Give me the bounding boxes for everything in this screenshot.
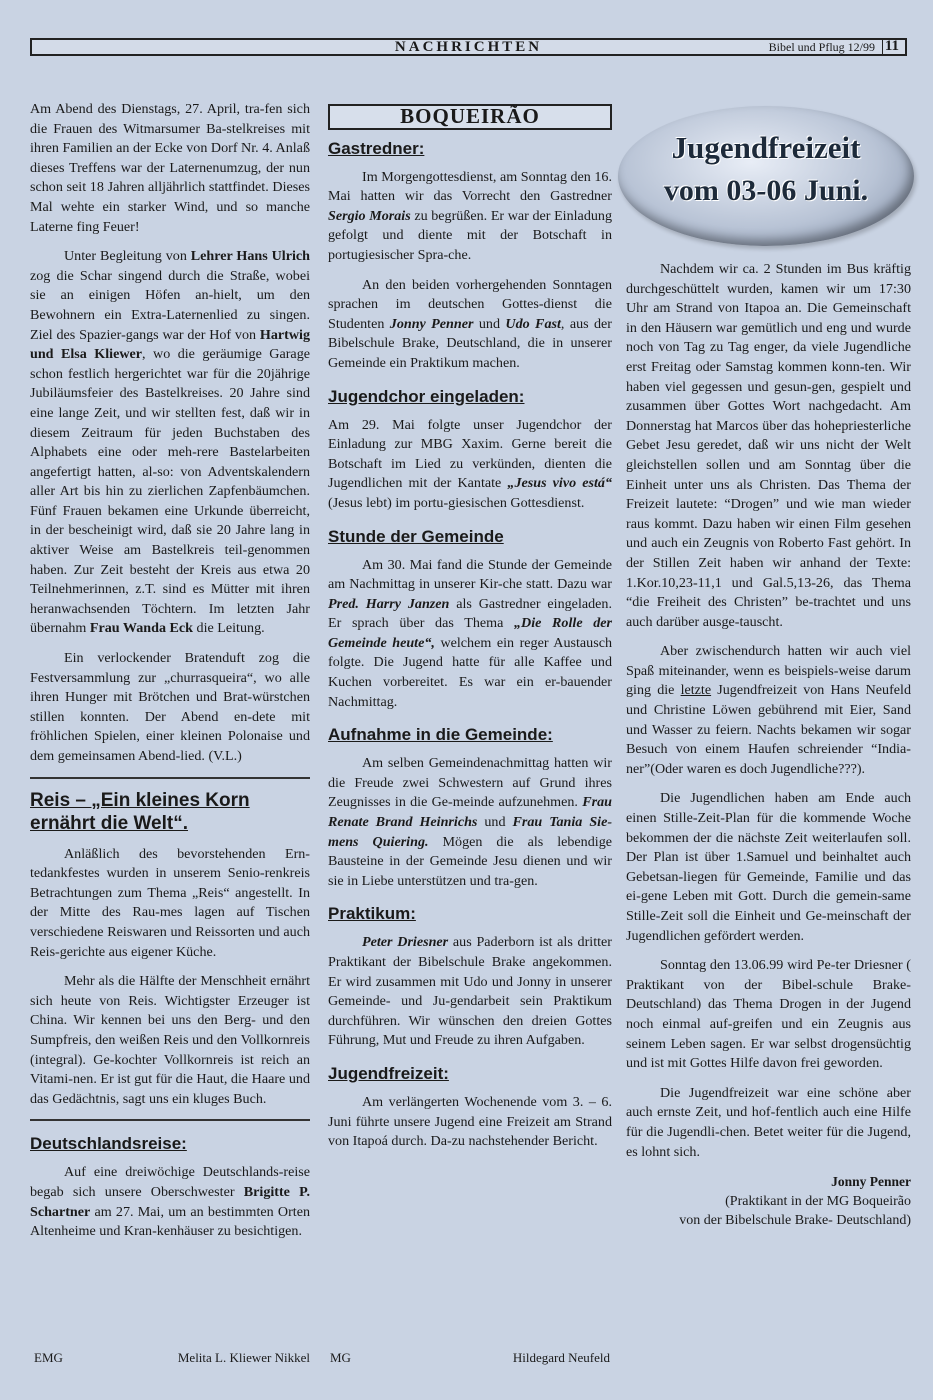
article-paragraph: An den beiden vorhergehenden Sonntagen sprachen im deutschen Gottes-dienst die Studenten Jonny Penner und Udo Fast, aus der Bibelschule Brake, Deutschland, die in unserer Gemeinde ein Praktikum machen. — [328, 276, 612, 371]
heading-aufnahme: Aufnahme in die Gemeinde: — [328, 725, 553, 745]
article-paragraph: Im Morgengottesdienst, am Sonntag den 16. Mai hatten wir das Vorrecht den Gastredner Sergio Morais zu begrüßen. Er war der Einladung gefolgt und diente mit der Botschaft in portugiesischer Spra-che. — [328, 168, 613, 263]
article-paragraph: Am verlängerten Wochenende vom 3. – 6. Juni führte unsere Jugend eine Freizeit am Strand von Itapoá durch. Da-zu nachstehender Bericht. — [328, 1093, 612, 1150]
article-paragraph: Am 30. Mai fand die Stunde der Gemeinde am Nachmittag in unserer Kir-che statt. Dazu war Pred. Harry Janzen als Gastredner eingeladen. Er sprach über das Thema „Die Rolle der Gemeinde heute“, welchem ein reger Austausch folgte. Die Jugend hatte für alle Kaffee und Kuchen vorbereitet. Es war ein er-bauender Nachmittag. — [328, 556, 612, 710]
article-paragraph: Am Abend des Dienstags, 27. April, tra-fen sich die Frauen des Witmarsumer Ba-stelkreises mit ihren Familien an der Ecke von Dorf Nr. 4. Anlaß dieses Treffens war der Laternenumzug, der nun schon seit 18 Jahren alljährlich stattfindet. Dieses Mal wehte ein starker Wind, und so manche Laterne fing Feuer! — [30, 101, 310, 235]
article-paragraph: Aber zwischendurch hatten wir auch viel Spaß miteinander, wenn es beispiels-weise darum ging die letzte Jugendfreizeit von Hans Neufeld und Christine Löwen gebührend mit Eier, Sand und Wasser zu feiern. Nachts bekamen wir sogar Besuch von einem Haufen schreiender “India-ner”(Oder waren es doch Jugendliche???). — [626, 643, 912, 777]
article-paragraph: Auf eine dreiwöchige Deutschlands-reise begab sich unsere Oberschwester Brigitte P. Schartner am 27. Mai, um an bestimmten Orten Altenheime und Kran-kenhäuser zu besichtigen. — [30, 1164, 310, 1240]
footer-author: Melita L. Kliewer Nikkel — [177, 1350, 310, 1365]
page-header — [30, 38, 907, 56]
section-divider — [30, 1119, 310, 1121]
heading-gastredner: Gastredner: — [328, 138, 425, 158]
heading-reis: Reis – „Ein kleines Korn ernährt die Welt“. — [30, 789, 250, 834]
header-divider — [882, 40, 883, 54]
article-paragraph: Anläßlich des bevorstehenden Ern-tedankfestes wurden in unserem Senio-renkreis Betrachtungen zum Thema „Reis“ angestellt. In der Mitte des Rau-mes lagen auf Tischen verschiedene Reiswaren und Reissorten und auch Reis-gerichte aus eigener Küche. — [30, 845, 310, 960]
heading-stunde-der-gemeinde: Stunde der Gemeinde — [328, 526, 504, 546]
boqueirao-title: BOQUEIRÃO — [328, 104, 612, 130]
article-paragraph: Am 29. Mai folgte unser Jugendchor der Einladung zur MBG Xaxim. Gerne bereit die Botschaft im Lied zu verkünden, dienten die Jugendlichen mit der Kantate „Jesus vivo está“ (Jesus lebt) im portu-giesischen Gottesdienst. — [328, 416, 612, 511]
footer-author: Hildegard Neufeld — [512, 1350, 610, 1365]
column-3 — [626, 260, 911, 1230]
footer-org: EMG — [34, 1350, 63, 1365]
heading-deutschlandsreise: Deutschlandsreise: — [30, 1134, 187, 1154]
footer-org: MG — [330, 1350, 351, 1365]
banner-line-2: vom 03-06 Juni. — [663, 174, 869, 207]
heading-jugendfreizeit: Jugendfreizeit: — [328, 1063, 449, 1083]
banner-line-1: Jugendfreizeit — [671, 130, 861, 165]
article-paragraph: Peter Driesner aus Paderborn ist als dritter Praktikant der Bibelschule Brake angekommen. Er wird zusammen mit Udo und Jonny in unserer Gemeinde- und Ju-gendarbeit sein Praktikum durchführen. Wir wünschen den dreien Gottes Führung, Mut und Freude zu ihren Aufgaben. — [328, 934, 612, 1049]
heading-praktikum: Praktikum: — [328, 904, 416, 924]
heading-jugendchor: Jugendchor eingeladen: — [328, 386, 525, 406]
publication-info: Bibel und Pflug 12/99 — [768, 40, 875, 54]
author-affiliation-line-2: von der Bibelschule Brake- Deutschland) — [679, 1212, 911, 1228]
page-number: 11 — [884, 38, 899, 54]
section-divider — [30, 777, 310, 779]
article-paragraph: Sonntag den 13.06.99 wird Pe-ter Driesner ( Praktikant von der Bibel-schule Brake-Deutschland) das Thema Drogen in der Jugend noch einmal auf-greifen und ein Zeugnis aus seinem Leben sagen. Er war selbst drogensüchtig und ist mit Gottes Hilfe davon frei geworden. — [626, 957, 911, 1072]
article-paragraph: Nachdem wir ca. 2 Stunden im Bus kräftig durchgeschüttelt wurden, kamen wir um 17:30 Uhr am Strand von Itapoa an. Die Gemeinschaft in den Häusern war gemütlich und eng und wurde noch von Tag zu Tag enger, da viele Jugendliche erst Freitag oder Samstag kommen konn-ten. Wir haben viel gegessen und gesun-gen, gespielt und zusammen über Gottes Wort nachgedacht. Am Donnerstag hat Marcos über das hohepriesterliche Gebet Jesu geredet, daß wir uns nicht der Welt gleichstellen sollen und am Sonntag über die Einheit unter uns als Christen. Das Thema der Freizeit lautete: “Drogen” und wie man wieder raus kommt. Dazu haben wir einen Film gesehen und auch ein Zeugnis von Roberto Fast gehört. In der Stillen Zeit haben wir anhand der Texte: 1.Kor.10,23-11,1 und Gal.5,13-26, das Thema “die Freiheit des Christen” be-trachtet und uns auch darüber ausge-tauscht. — [626, 261, 911, 630]
column-2 — [328, 104, 612, 1152]
column-1 — [30, 100, 310, 1242]
author-affiliation-line-1: (Praktikant in der MG Boqueirão — [725, 1193, 911, 1209]
article-paragraph: Mehr als die Hälfte der Menschheit ernährt sich heute von Reis. Wichtigster Erzeuger ist China. Wir kennen bei uns den Berg- und den Sumpfreis, den weißen Reis und den Vollkornreis (integral). Ge-kochter Vollkornreis ist reich an Vitami-nen. Er ist gut für die Haut, die Haare und das Gedächtnis, sagt uns ein kluges Buch. — [30, 973, 310, 1107]
article-paragraph: Am selben Gemeindenachmittag hatten wir die Freude zwei Schwestern auf Grund ihres Zeugnisses in die Ge-meinde aufzunehmen. Frau Renate Brand Heinrichs und Frau Tania Sie-mens Quiering. Mögen die als lebendige Bausteine in der Gemeinde Jesu dienen und wir sie in Liebe unterstützen und tra-gen. — [328, 755, 613, 889]
author-name: Jonny Penner — [831, 1174, 911, 1190]
section-title: NACHRICHTEN — [394, 39, 543, 55]
article-paragraph: Ein verlockender Bratenduft zog die Festversammlung zur „churrasqueira“, wo alle ihren Hunger mit Brötchen und Brat-würstchen stillen konnten. Der Abend en-dete mit fröhlichen Spielen, einer kleinen Polonaise und dem gemeinsamen Abend-lied. (V.L.) — [30, 650, 310, 764]
article-paragraph: Die Jugendfreizeit war eine schöne aber auch ernste Zeit, und hof-fentlich auch eine Hilfe für die Jugendli-chen. Betet weiter für die Jugend, es lohnt sich. — [626, 1084, 911, 1160]
article-paragraph: Unter Begleitung von Lehrer Hans Ulrich zog die Schar singend durch die Straße, wobei sie an einigen Höfen an-hielt, um den Bewohnern ein Extra-Laternenlied zu singen. Ziel des Spazier-gangs war der Hof von Hartwig und Elsa Kliewer, wo die geräumige Garage schon festlich hergerichtet war für die 20jährige Jubiläumsfeier des Bastelkreises. 20 Jahre sind eine lange Zeit, und wir stellten fest, daß wir in diesem Zeitraum für jeden Buchstaben des Alphabets eine oder meh-rere Bastelarbeiten angefertigt hatten, al-so: von Adventskalendern aller Art bis hin zu zierlichen Zapfenbäumchen. Fünf Frauen bekamen eine Urkunde überreicht, in der bescheinigt wird, daß sie 20 Jahre lang in aktiver Weise am Bastelkreis teil-genommen haben. Zur Zeit besteht der Kreis aus etwa 20 Teilnehmerinnen, z.T. sind es Mütter mit ihren heranwachsenden Töchtern. Im letzten Jahr übernahm Frau Wanda Eck die Leitung. — [30, 248, 310, 637]
article-paragraph: Die Jugendlichen haben am Ende auch einen Stille-Zeit-Plan für die kommende Woche bekommen der die nächste Zeit weiterlaufen soll. Der Plan ist über 1.Samuel und beinhaltet auch Gebetsan-liegen für Gemeinde, Familie und das ei-gene Leben mit Gott. Durch die gemein-same Stille-Zeit soll die Einheit und Ge-meinschaft der Jugendlichen gefördert werden. — [626, 790, 911, 944]
jugendfreizeit-banner — [618, 106, 914, 246]
